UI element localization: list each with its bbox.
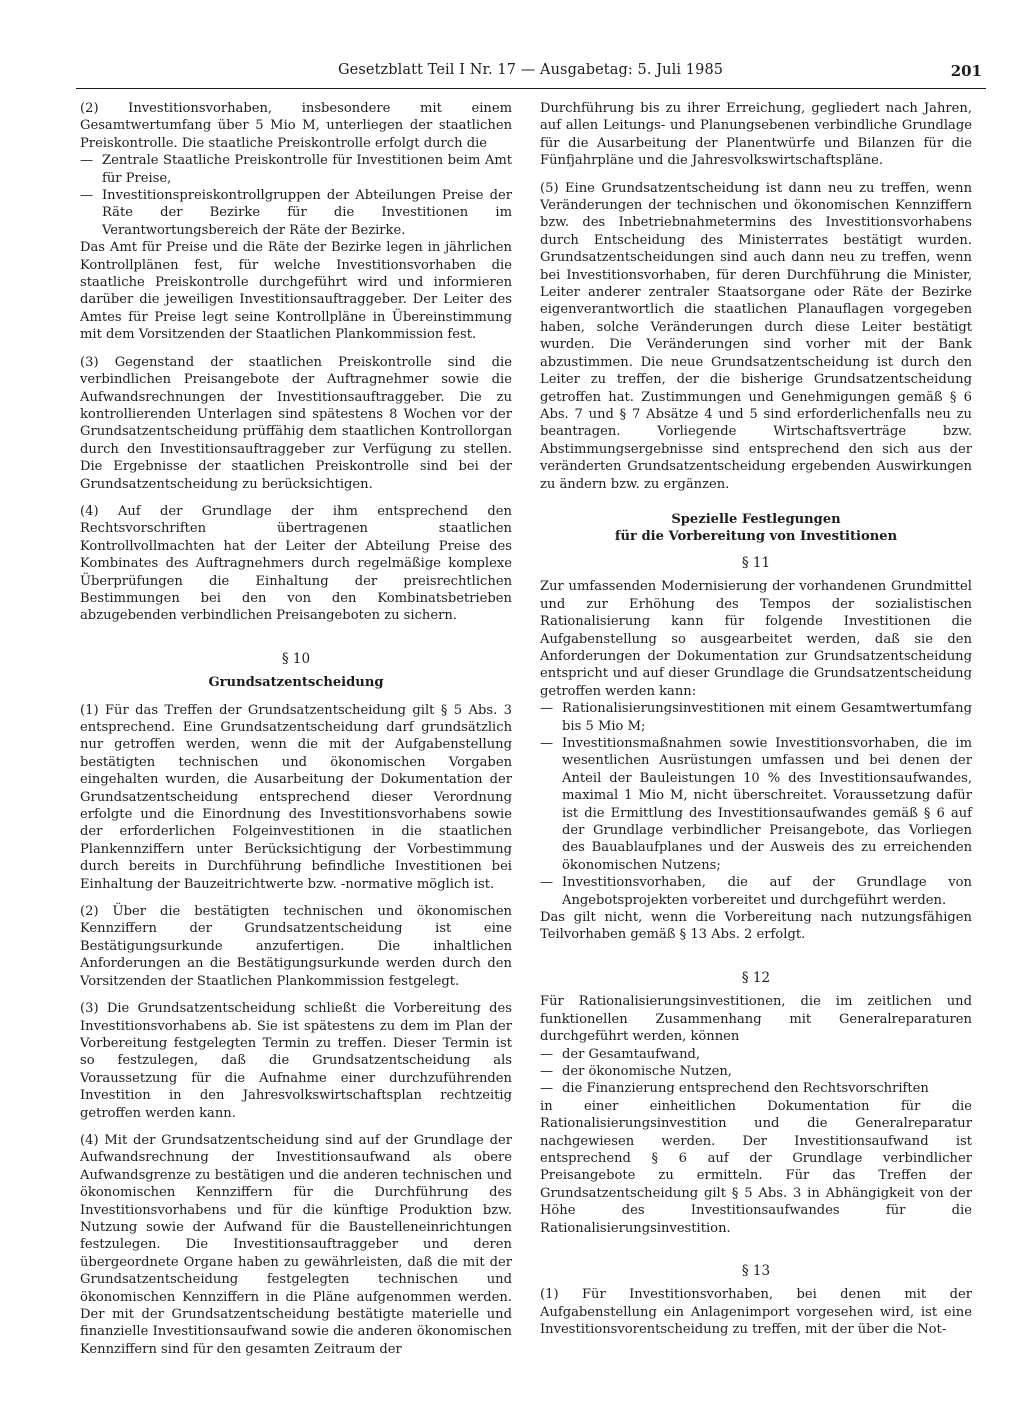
paragraph-10-3: (3) Die Grundsatzentscheidung schließt die Vorbereitung des Investitionsvorhabens ab. Sie ist spätestens zu dem im Plan der Vorbereitung festgelegten Termin zu treffen. Dieser Termin ist so festzulegen, daß die Grundsatzentscheidung als Voraussetzung für die Aufnahme einer durchzuführenden Investition in den Jahresvolkswirtschaftsplan rechtzeitig getroffen werden kann. <box>80 1001 512 1121</box>
paragraph-11-intro: Zur umfassenden Modernisierung der vorhandenen Grundmittel und zur Erhöhung des Tempos der sozialistischen Rationalisierung kann für folgende Investitionen die Aufgabenstellung so ausgearbeitet werden, daß sie den Anforderungen der Dokumentation zur Grundsatzentscheidung entspricht und auf dieser Grundlage die Grundsatzentscheidung getroffen werden kann: <box>540 579 972 699</box>
paragraph-10-4: (4) Mit der Grundsatzentscheidung sind auf der Grundlage der Aufwandsrechnung der Investitionsaufwand als obere Aufwandsgrenze zu bestätigen und die anderen technischen und ökonomischen Kennziffern für die Durchführung des Investitionsvorhabens und für die künftige Produktion bzw. Nutzung sowie der Aufwand für die Baustelleneinrichtungen festzulegen. Die Investitionsauftraggeber und deren übergeordnete Organe haben zu gewährleisten, daß die mit der Grundsatzentscheidung festgelegten technischen und ökonomischen Kennziffern in die Pläne aufgenommen werden. Der mit der Grundsatzentscheidung bestätigte materielle und finanzielle Investitionsaufwand sowie die anderen ökonomischen Kennziffern sind für den gesamten Zeitraum der <box>80 1132 512 1357</box>
paragraph-11-rest: Das gilt nicht, wenn die Vorbereitung nach nutzungsfähigen Teilvorhaben gemäß § 13 Abs. 2 erfolgt. <box>540 910 972 943</box>
list-item: — Rationalisierungsinvestitionen mit einem Gesamtwertumfang bis 5 Mio M; <box>540 700 972 735</box>
header-title: Gesetzblatt Teil I Nr. 17 — Ausgabetag: 5. Juli 1985 <box>338 62 724 78</box>
subheading-line-1: Spezielle Festlegungen <box>671 511 841 527</box>
list-item: — Investitionsvorhaben, die auf der Grundlage von Angebotsprojekten vorbereitet und durchgeführt werden. <box>540 874 972 909</box>
paragraph-9-4: (4) Auf der Grundlage der ihm entsprechend den Rechtsvorschriften übertragenen staatlichen Kontrollvollmachten hat der Leiter der Abteilung Preise des Kombinates des Auftragnehmers durch regelmäßige komplexe Überprüfungen die Einhaltung der preisrechtlichen Bestimmungen bei den von den Kombinatsbetrieben abzugebenden verbindlichen Preisangeboten zu sichern. <box>80 503 512 624</box>
left-column <box>80 100 512 1358</box>
list-item: — die Finanzierung entsprechend den Rechtsvorschriften <box>540 1080 972 1097</box>
list-item: — Investitionsmaßnahmen sowie Investitionsvorhaben, die im wesentlichen Ausrüstungen umfassen und bei denen der Anteil der Bauleistungen 10 % des Investitionsaufwandes, maximal 1 Mio M, nicht überschreitet. Voraussetzung dafür ist die Ermittlung des Investitionsaufwandes gemäß § 6 auf der Grundlage verbindlicher Preisangebote, das Vorliegen des Bauablaufplanes und der Ausweis des zu erreichenden ökonomischen Nutzens; <box>540 735 972 874</box>
page-number: 201 <box>950 62 982 80</box>
subheading <box>540 511 972 545</box>
dash-list-dokumentation <box>540 1046 972 1098</box>
running-header <box>76 62 986 89</box>
section-11-number: § 11 <box>741 554 771 571</box>
dash-list-preiskontrolle <box>80 152 512 239</box>
list-item: — der ökonomische Nutzen, <box>540 1063 972 1080</box>
subheading-line-2: für die Vorbereitung von Investitionen <box>614 528 898 544</box>
section-13-number: § 13 <box>741 1262 771 1279</box>
paragraph-10-1: (1) Für das Treffen der Grundsatzentscheidung gilt § 5 Abs. 3 entsprechend. Eine Grundsatzentscheidung darf grundsätzlich nur getroffen werden, wenn die mit der Aufgabenstellung bestätigten technischen und ökonomischen Vorgaben eingehalten wurden, die Ausarbeitung der Dokumentation der Grundsatzentscheidung entsprechend dieser Verordnung erfolgte und die Einordnung des Investitionsvorhabens sowie der erforderlichen Folgeinvestitionen in die staatlichen Plankennziffern unter Berücksichtigung der Vorbestimmung durch bereits in Durchführung befindliche Investitionen bei Einhaltung der Bauzeitrichtwerte bzw. -normative möglich ist. <box>80 702 512 892</box>
paragraph-12-rest: in einer einheitlichen Dokumentation für die Rationalisierungsinvestition und die Generalreparatur nachgewiesen werden. Der Investitionsaufwand ist entsprechend § 6 auf der Grundlage verbindlicher Preisangebote zu ermitteln. Für das Treffen der Grundsatzentscheidung gilt § 5 Abs. 3 in Abhängigkeit von der Höhe des Investitionsaufwandes für die Rationalisierungsinvestition. <box>540 1098 972 1236</box>
paragraph-9-3: (3) Gegenstand der staatlichen Preiskontrolle sind die verbindlichen Preisangebote der Auftragnehmer sowie die Aufwandsrechnungen der Investitionsauftraggeber. Die zu kontrollierenden Unterlagen sind spätestens 8 Wochen vor der Grundsatzentscheidung prüffähig dem staatlichen Kontrollorgan durch den Investitionsauftraggeber zur Verfügung zu stellen. Die Ergebnisse der staatlichen Preiskontrolle sind bei der Grundsatzentscheidung zu berücksichtigen. <box>80 354 512 492</box>
paragraph-12-intro: Für Rationalisierungsinvestitionen, die im zeitlichen und funktionellen Zusammenhang mit Generalreparaturen durchgeführt werden, können <box>540 994 972 1045</box>
paragraph-9-2-intro: (2) Investitionsvorhaben, insbesondere mit einem Gesamtwertumfang über 5 Mio M, unterliegen der staatlichen Preiskontrolle. Die staatliche Preiskontrolle erfolgt durch die <box>80 101 512 151</box>
paragraph-10-5: (5) Eine Grundsatzentscheidung ist dann neu zu treffen, wenn Veränderungen der technischen und ökonomischen Kennziffern bzw. des Inbetriebnahmetermins des Investitionsvorhabens durch Entscheidung des Ministerrates bestätigt wurden. Grundsatzentscheidungen sind auch dann neu zu treffen, wenn bei Investitionsvorhaben, für deren Durchführung die Minister, Leiter anderer zentraler Staatsorgane oder Räte der Bezirke eigenverantwortlich die staatlichen Planauflagen vorgegeben haben, solche Veränderungen durch diese Leiter bestätigt wurden. Die Veränderungen sind vorher mit der Bank abzustimmen. Die neue Grundsatzentscheidung ist durch den Leiter zu treffen, der die bisherige Grundsatzentscheidung getroffen hat. Zustimmungen und Genehmigungen gemäß § 6 Abs. 7 und § 7 Absätze 4 und 5 sind erforderlichenfalls neu zu beantragen. Vorliegende Wirtschaftsverträge bzw. Abstimmungsergebnisse sind entsprechend den sich aus der veränderten Grundsatzentscheidung ergebenden Auswirkungen zu ändern bzw. zu ergänzen. <box>540 180 972 492</box>
dash-list-investitionen <box>540 700 972 909</box>
list-item: — Investitionspreiskontrollgruppen der Abteilungen Preise der Räte der Bezirke für die Investitionen im Verantwortungsbereich der Räte der Bezirke. <box>80 187 512 239</box>
paragraph-13-1: (1) Für Investitionsvorhaben, bei denen mit der Aufgabenstellung ein Anlagenimport vorgesehen wird, ist eine Investitionsvorentscheidung zu treffen, mit der über die Not- <box>540 1287 972 1338</box>
right-column <box>540 100 972 1339</box>
section-12-number: § 12 <box>741 969 771 986</box>
paragraph-9-2-rest: Das Amt für Preise und die Räte der Bezirke legen in jährlichen Kontrollplänen fest, für welche Investitionsvorhaben die staatliche Preiskontrolle durchgeführt wird und informieren darüber die jeweiligen Investitionsauftraggeber. Der Leiter des Amtes für Preise legt seine Kontrollpläne in Übereinstimmung mit dem Vorsitzenden der Staatlichen Plankommission fest. <box>80 240 512 343</box>
section-10-title: Grundsatzentscheidung <box>208 675 384 691</box>
section-10-number: § 10 <box>281 650 311 667</box>
list-item: — Zentrale Staatliche Preiskontrolle für Investitionen beim Amt für Preise, <box>80 152 512 187</box>
paragraph-10-4-continued: Durchführung bis zu ihrer Erreichung, gegliedert nach Jahren, auf allen Leitungs- und Planungsebenen verbindliche Grundlage für die Ausarbeitung der Planentwürfe und Bilanzen für die Fünfjahrpläne und die Jahresvolkswirtschaftspläne. <box>540 101 972 169</box>
list-item: — der Gesamtaufwand, <box>540 1046 972 1063</box>
paragraph-10-2: (2) Über die bestätigten technischen und ökonomischen Kennziffern der Grundsatzentscheidung ist eine Bestätigungsurkunde anzufertigen. Die inhaltlichen Anforderungen an die Bestätigungsurkunde werden durch den Vorsitzenden der Staatlichen Plankommission festgelegt. <box>80 904 512 989</box>
